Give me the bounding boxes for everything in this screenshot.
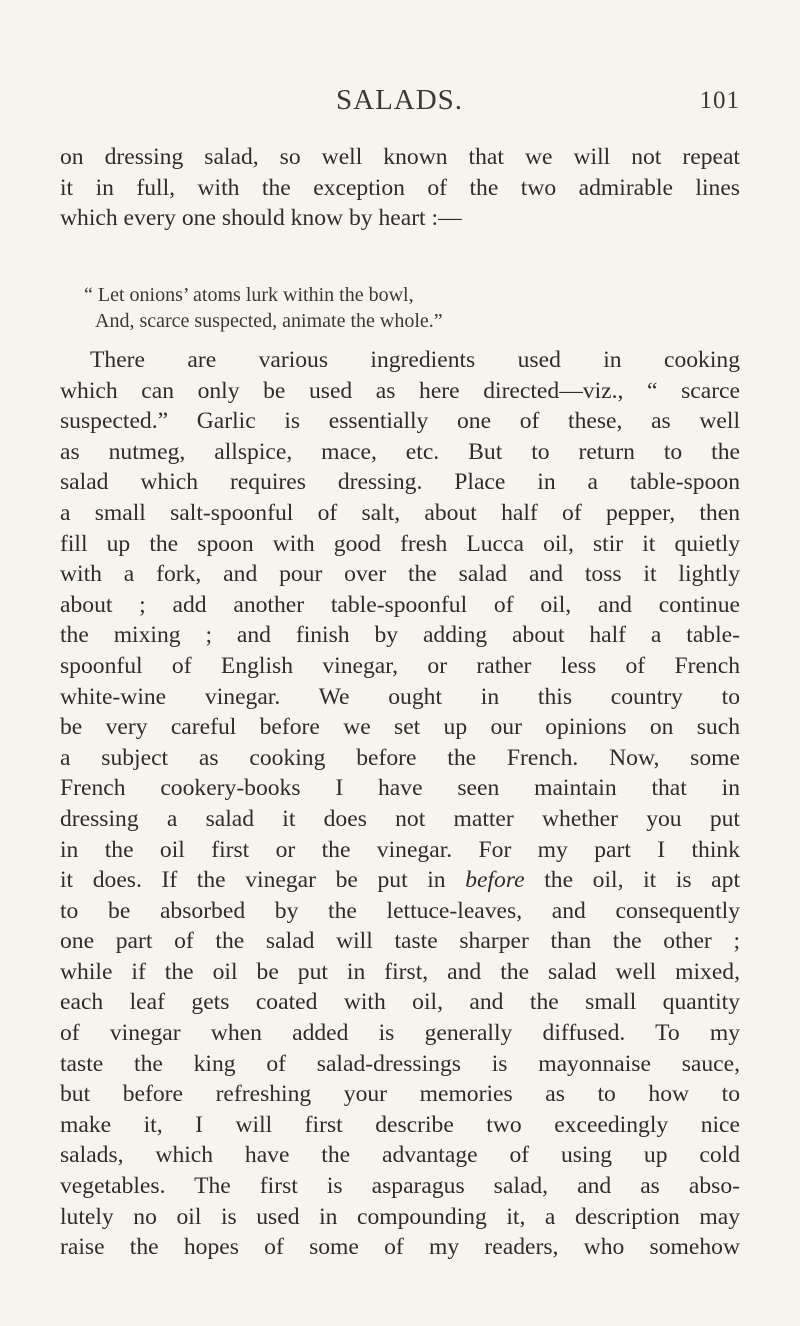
running-title: SALADS. [336, 84, 464, 116]
page-header [0, 84, 800, 124]
text-line: There are various ingredients used in cooking [90, 347, 740, 373]
text-line: while if the oil be put in first, and the salad well mixed, [60, 958, 740, 985]
text-line: dressing a salad it does not matter whether you put [60, 805, 740, 832]
text-line: salad which requires dressing. Place in a table-spoon [60, 469, 740, 496]
text-line: of vinegar when added is generally diffused. To my [60, 1020, 740, 1047]
text-line: lutely no oil is used in compounding it, a description may [60, 1203, 740, 1230]
text-line: each leaf gets coated with oil, and the small quantity [60, 989, 740, 1016]
text-line: a subject as cooking before the French. Now, some [60, 744, 740, 771]
text-line: salads, which have the advantage of using up cold [60, 1142, 740, 1169]
text-line: make it, I will first describe two exceedingly nice [60, 1111, 740, 1138]
text-line: raise the hopes of some of my readers, who somehow [60, 1234, 740, 1261]
page-number: 101 [699, 87, 740, 114]
paragraph-intro [60, 142, 740, 234]
text-line: vegetables. The first is asparagus salad, and as abso- [60, 1173, 740, 1200]
text-line: on dressing salad, so well known that we will not repeat [60, 144, 740, 170]
text-line: French cookery-books I have seen maintain that in [60, 775, 740, 802]
verse-quotation [84, 282, 443, 334]
text-line [60, 865, 740, 896]
text-line: it in full, with the exception of the two admirable lines [60, 174, 740, 201]
verse-line: “ Let onions’ atoms lurk within the bowl, [84, 284, 414, 306]
text-line: one part of the salad will taste sharper than the other ; [60, 928, 740, 955]
text-line: but before refreshing your memories as to how to [60, 1081, 740, 1108]
text-line: suspected.” Garlic is essentially one of these, as well [60, 408, 740, 435]
text-line: in the oil first or the vinegar. For my part I think [60, 836, 740, 863]
text-line: taste the king of salad-dressings is mayonnaise sauce, [60, 1050, 740, 1077]
text-line: a small salt-spoonful of salt, about half of pepper, then [60, 499, 740, 526]
text-line: be very careful before we set up our opinions on such [60, 714, 740, 741]
text-line: white-wine vinegar. We ought in this country to [60, 683, 740, 710]
text-line: as nutmeg, allspice, mace, etc. But to return to the [60, 438, 740, 465]
text-segment: it does. If the vinegar be put in [60, 867, 446, 894]
text-line: about ; add another table-spoonful of oil, and continue [60, 591, 740, 618]
verse-line: And, scarce suspected, animate the whole.” [95, 310, 443, 332]
text-line: to be absorbed by the lettuce-leaves, and consequently [60, 897, 740, 924]
text-segment: the oil, it is apt [544, 867, 740, 894]
italic-emphasis: before [465, 867, 525, 894]
text-line: with a fork, and pour over the salad and toss it lightly [60, 561, 740, 588]
text-line: the mixing ; and finish by adding about half a table- [60, 622, 740, 649]
text-line: spoonful of English vinegar, or rather less of French [60, 652, 740, 679]
text-line: which every one should know by heart :— [60, 205, 462, 232]
paragraph-main [60, 345, 740, 1263]
text-line: fill up the spoon with good fresh Lucca oil, stir it quietly [60, 530, 740, 557]
text-line: which can only be used as here directed—viz., “ scarce [60, 377, 740, 404]
